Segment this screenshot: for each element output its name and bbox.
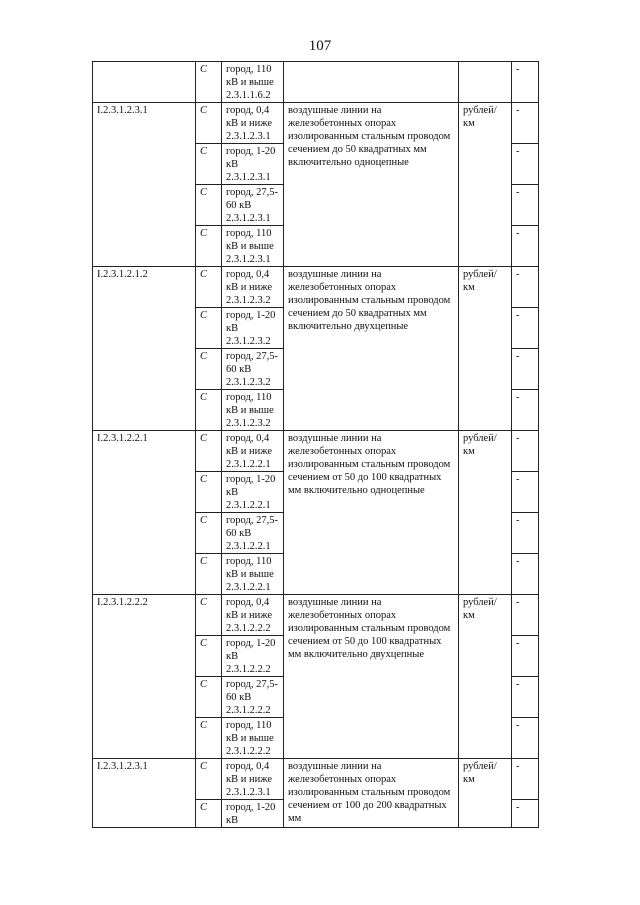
level-cell: город, 0,4 кВ и ниже 2.3.1.2.2.1 [222, 431, 284, 472]
symbol-cell: С [196, 554, 222, 595]
value-cell: - [512, 103, 539, 144]
symbol-cell: С [196, 62, 222, 103]
value-cell: - [512, 267, 539, 308]
value-cell: - [512, 800, 539, 828]
level-cell: город, 1-20 кВ 2.3.1.2.2.2 [222, 636, 284, 677]
value-cell: - [512, 554, 539, 595]
table-row [93, 759, 539, 800]
description-cell: воздушные линии на железобетонных опорах изолированным стальным проводом сечением от 50 до 100 квадратных мм включительно одноцепные [284, 431, 459, 595]
symbol-cell: С [196, 759, 222, 800]
symbol-cell: С [196, 513, 222, 554]
code-cell [93, 62, 196, 103]
table-row [93, 103, 539, 144]
symbol-cell: С [196, 431, 222, 472]
table-row [93, 62, 539, 103]
value-cell: - [512, 513, 539, 554]
description-cell [284, 62, 459, 103]
value-cell: - [512, 308, 539, 349]
symbol-cell: С [196, 718, 222, 759]
symbol-cell: С [196, 308, 222, 349]
value-cell: - [512, 472, 539, 513]
description-cell: воздушные линии на железобетонных опорах изолированным стальным проводом сечением до 50 квадратных мм включительно двухцепные [284, 267, 459, 431]
unit-cell: рублей/км [459, 267, 512, 431]
value-cell: - [512, 144, 539, 185]
level-cell: город, 110 кВ и выше 2.3.1.1.6.2 [222, 62, 284, 103]
unit-cell: рублей/км [459, 103, 512, 267]
level-cell: город, 110 кВ и выше 2.3.1.2.2.2 [222, 718, 284, 759]
unit-cell [459, 62, 512, 103]
code-cell: I.2.3.1.2.2.2 [93, 595, 196, 759]
symbol-cell: С [196, 226, 222, 267]
level-cell: город, 27,5-60 кВ 2.3.1.2.3.2 [222, 349, 284, 390]
table-row [93, 595, 539, 636]
value-cell: - [512, 349, 539, 390]
symbol-cell: С [196, 144, 222, 185]
level-cell: город, 0,4 кВ и ниже 2.3.1.2.2.2 [222, 595, 284, 636]
tariff-table [92, 61, 539, 828]
description-cell: воздушные линии на железобетонных опорах изолированным стальным проводом сечением от 50 до 100 квадратных мм включительно двухцепные [284, 595, 459, 759]
code-cell: I.2.3.1.2.1.2 [93, 267, 196, 431]
code-cell: I.2.3.1.2.2.1 [93, 431, 196, 595]
value-cell: - [512, 185, 539, 226]
value-cell: - [512, 636, 539, 677]
value-cell: - [512, 595, 539, 636]
symbol-cell: С [196, 185, 222, 226]
table-row [93, 431, 539, 472]
symbol-cell: С [196, 267, 222, 308]
value-cell: - [512, 677, 539, 718]
table-row [93, 267, 539, 308]
value-cell: - [512, 226, 539, 267]
level-cell: город, 110 кВ и выше 2.3.1.2.3.1 [222, 226, 284, 267]
symbol-cell: С [196, 677, 222, 718]
level-cell: город, 27,5-60 кВ 2.3.1.2.2.2 [222, 677, 284, 718]
symbol-cell: С [196, 800, 222, 828]
symbol-cell: С [196, 103, 222, 144]
level-cell: город, 27,5-60 кВ 2.3.1.2.3.1 [222, 185, 284, 226]
value-cell: - [512, 759, 539, 800]
unit-cell: рублей/км [459, 759, 512, 828]
unit-cell: рублей/км [459, 595, 512, 759]
value-cell: - [512, 431, 539, 472]
value-cell: - [512, 718, 539, 759]
symbol-cell: С [196, 472, 222, 513]
symbol-cell: С [196, 390, 222, 431]
symbol-cell: С [196, 636, 222, 677]
level-cell: город, 27,5-60 кВ 2.3.1.2.2.1 [222, 513, 284, 554]
level-cell: город, 1-20 кВ 2.3.1.2.2.1 [222, 472, 284, 513]
value-cell: - [512, 62, 539, 103]
symbol-cell: С [196, 595, 222, 636]
unit-cell: рублей/км [459, 431, 512, 595]
level-cell: город, 1-20 кВ 2.3.1.2.3.1 [222, 144, 284, 185]
code-cell: I.2.3.1.2.3.1 [93, 103, 196, 267]
page-number: 107 [308, 38, 332, 54]
description-cell: воздушные линии на железобетонных опорах изолированным стальным проводом сечением до 50 квадратных мм включительно одноцепные [284, 103, 459, 267]
description-cell: воздушные линии на железобетонных опорах изолированным стальным проводом сечением от 100 до 200 квадратных мм [284, 759, 459, 828]
level-cell: город, 0,4 кВ и ниже 2.3.1.2.3.1 [222, 759, 284, 800]
value-cell: - [512, 390, 539, 431]
level-cell: город, 1-20 кВ 2.3.1.2.3.2 [222, 308, 284, 349]
level-cell: город, 0,4 кВ и ниже 2.3.1.2.3.2 [222, 267, 284, 308]
level-cell: город, 1-20 кВ [222, 800, 284, 828]
level-cell: город, 110 кВ и выше 2.3.1.2.2.1 [222, 554, 284, 595]
level-cell: город, 0,4 кВ и ниже 2.3.1.2.3.1 [222, 103, 284, 144]
symbol-cell: С [196, 349, 222, 390]
level-cell: город, 110 кВ и выше 2.3.1.2.3.2 [222, 390, 284, 431]
code-cell: I.2.3.1.2.3.1 [93, 759, 196, 828]
